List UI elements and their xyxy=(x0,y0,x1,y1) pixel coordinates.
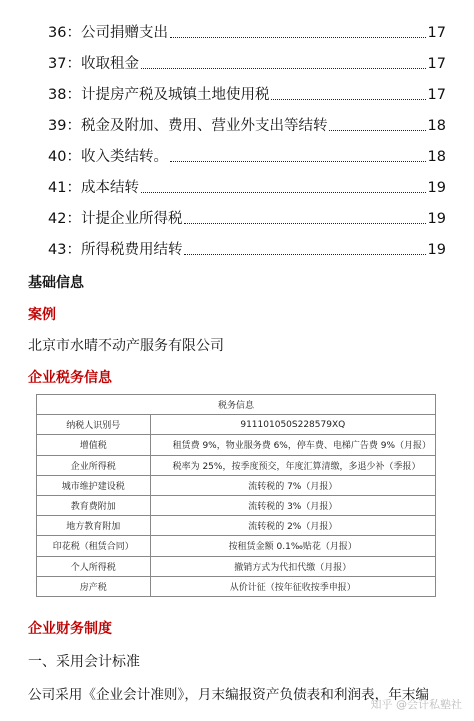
table-header-cell: 税务信息 xyxy=(37,395,436,415)
toc-leader-dots xyxy=(170,160,426,162)
toc-entry-title: 36：公司捐赠支出 xyxy=(48,25,168,41)
table-row xyxy=(37,455,436,475)
tax-info-table xyxy=(36,394,436,597)
toc-entry-page: 17 xyxy=(427,56,446,72)
toc-entry-title: 41：成本结转 xyxy=(48,180,139,196)
toc-leader-dots xyxy=(184,222,425,224)
tax-name-cell: 城市维护建设税 xyxy=(37,475,151,495)
toc-entry-title: 38：计提房产税及城镇土地使用税 xyxy=(48,87,270,103)
toc-entry-page: 19 xyxy=(427,242,446,258)
watermark: 知乎 @会计私塾社 xyxy=(370,698,462,711)
table-row xyxy=(37,495,436,515)
toc-leader-dots xyxy=(184,253,425,255)
table-row xyxy=(37,556,436,576)
section-heading-basic-info: 基础信息 xyxy=(28,275,84,291)
tax-value-cell: 税率为 25%，按季度预交，年度汇算清缴，多退少补（季报） xyxy=(150,455,435,475)
toc-entry-title: 39：税金及附加、费用、营业外支出等结转 xyxy=(48,118,328,134)
tax-value-cell: 按租赁金额 0.1‰贴花（月报） xyxy=(150,536,435,556)
table-row xyxy=(37,415,436,435)
toc-entry[interactable] xyxy=(48,173,446,197)
toc-entry-page: 17 xyxy=(427,25,446,41)
toc-leader-dots xyxy=(141,191,426,193)
tax-value-cell: 从价计征（按年征收按季申报） xyxy=(150,576,435,596)
toc-entry-page: 17 xyxy=(427,87,446,103)
toc-leader-dots xyxy=(329,129,425,131)
toc-entry-page: 19 xyxy=(427,211,446,227)
toc-entry[interactable] xyxy=(48,18,446,42)
toc-entry[interactable] xyxy=(48,142,446,166)
tax-name-cell: 房产税 xyxy=(37,576,151,596)
toc-entry[interactable] xyxy=(48,80,446,104)
toc-entry-page: 18 xyxy=(427,118,446,134)
tax-name-cell: 个人所得税 xyxy=(37,556,151,576)
tax-name-cell: 增值税 xyxy=(37,435,151,455)
tax-value-cell: 流转税的 2%（月报） xyxy=(150,516,435,536)
toc-entry-page: 18 xyxy=(427,149,446,165)
body-paragraph: 公司采用《企业会计准则》，月末编报资产负债表和利润表，年末编 xyxy=(28,687,430,703)
subsection-heading: 一、采用会计标准 xyxy=(28,654,140,670)
toc-entry-title: 42：计提企业所得税 xyxy=(48,211,183,227)
company-name: 北京市水晴不动产服务有限公司 xyxy=(28,338,224,354)
tax-value-cell: 流转税的 7%（月报） xyxy=(150,475,435,495)
table-row xyxy=(37,536,436,556)
toc-entry[interactable] xyxy=(48,204,446,228)
table-header-row xyxy=(37,395,436,415)
toc-entry[interactable] xyxy=(48,49,446,73)
tax-name-cell: 教育费附加 xyxy=(37,495,151,515)
section-heading-finance: 企业财务制度 xyxy=(28,621,112,637)
toc-entry-title: 40：收入类结转。 xyxy=(48,149,168,165)
table-row xyxy=(37,516,436,536)
tax-name-cell: 纳税人识别号 xyxy=(37,415,151,435)
tax-name-cell: 企业所得税 xyxy=(37,455,151,475)
toc-leader-dots xyxy=(170,36,426,38)
toc-entry-page: 19 xyxy=(427,180,446,196)
table-row xyxy=(37,576,436,596)
section-heading-tax-info: 企业税务信息 xyxy=(28,370,112,386)
toc-entry-title: 43：所得税费用结转 xyxy=(48,242,183,258)
toc-entry[interactable] xyxy=(48,111,446,135)
toc-leader-dots xyxy=(141,67,426,69)
table-row xyxy=(37,475,436,495)
toc-leader-dots xyxy=(271,98,425,100)
tax-value-cell: 撤销方式为代扣代缴（月报） xyxy=(150,556,435,576)
tax-value-cell: 流转税的 3%（月报） xyxy=(150,495,435,515)
tax-name-cell: 印花税（租赁合同） xyxy=(37,536,151,556)
tax-value-cell: 911101050S228579XQ xyxy=(150,415,435,435)
toc-entry[interactable] xyxy=(48,235,446,259)
tax-value-cell: 租赁费 9%，物业服务费 6%，停车费、电梯广告费 9%（月报） xyxy=(150,435,435,455)
table-row xyxy=(37,435,436,455)
toc-entry-title: 37：收取租金 xyxy=(48,56,139,72)
section-heading-case: 案例 xyxy=(28,307,56,323)
tax-name-cell: 地方教育附加 xyxy=(37,516,151,536)
